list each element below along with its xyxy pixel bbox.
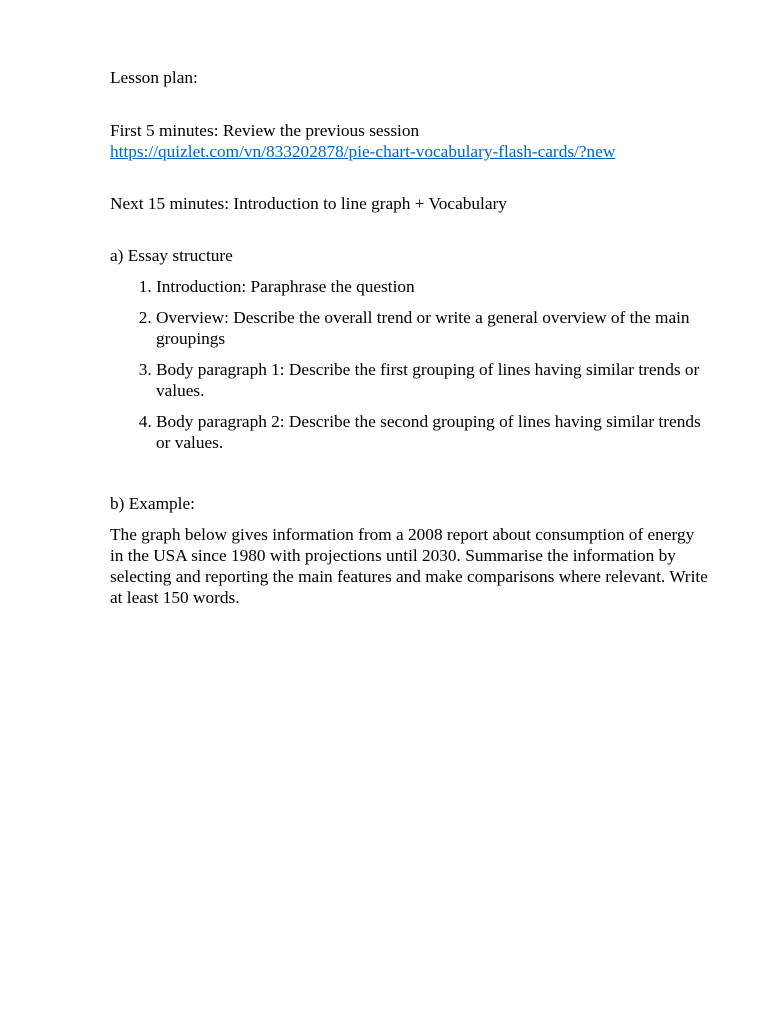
- intro-line-graph-text: Next 15 minutes: Introduction to line graph + Vocabulary: [110, 194, 507, 213]
- essay-step-introduction: 1. Introduction: Paraphrase the question: [156, 276, 710, 297]
- review-session-text: First 5 minutes: Review the previous session: [110, 121, 420, 140]
- essay-step-body-paragraph-2: 4. Body paragraph 2: Describe the second grouping of lines having similar trends or values.: [156, 411, 710, 453]
- essay-step-overview: 2. Overview: Describe the overall trend or write a general overview of the main groupings: [156, 307, 710, 349]
- example-prompt-text: The graph below gives information from a 2008 report about consumption of energy in the USA since 1980 with projections until 2030. Summarise the information by selecting and reporting the main features and make comparisons where relevant. Write at least 150 words.: [110, 525, 708, 607]
- essay-structure-list: [110, 276, 710, 453]
- essay-structure-heading: a) Essay structure: [110, 246, 233, 265]
- essay-step-body-paragraph-1: 3. Body paragraph 1: Describe the first grouping of lines having similar trends or values.: [156, 359, 710, 401]
- document-content: [110, 67, 710, 608]
- example-heading: b) Example:: [110, 494, 195, 513]
- quizlet-link[interactable]: https://quizlet.com/vn/833202878/pie-chart-vocabulary-flash-cards/?new: [110, 142, 616, 161]
- lesson-plan-title: Lesson plan:: [110, 68, 198, 87]
